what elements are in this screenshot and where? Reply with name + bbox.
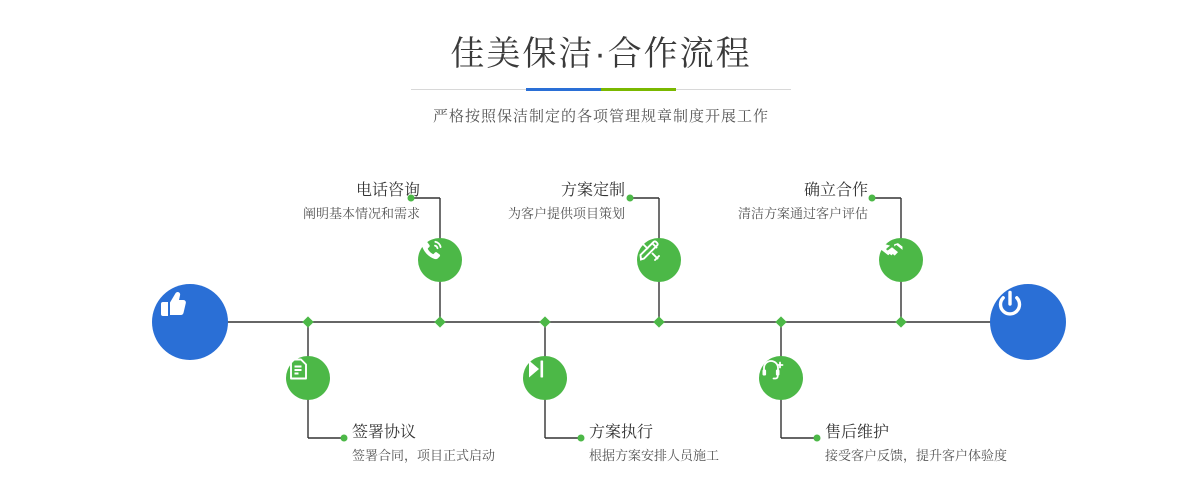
page-subtitle: 严格按照保洁制定的各项管理规章制度开展工作 bbox=[432, 108, 769, 125]
step-label-3 bbox=[455, 180, 625, 224]
step-title-1: 电话咨询 bbox=[355, 182, 420, 199]
process-flow bbox=[0, 150, 1202, 490]
title-divider bbox=[411, 88, 791, 91]
page-title: 佳美保洁·合作流程 bbox=[450, 35, 752, 73]
step-title-4: 方案执行 bbox=[589, 424, 654, 441]
step-desc-1: 阐明基本情况和需求 bbox=[302, 206, 420, 221]
step-desc-6: 接受客户反馈，提升客户体验度 bbox=[825, 448, 1008, 463]
divider-segment-blue bbox=[526, 88, 601, 91]
step-icon-6[interactable] bbox=[759, 356, 803, 400]
step-label-5 bbox=[698, 180, 868, 224]
step-icon-1[interactable] bbox=[418, 238, 462, 282]
step-label-1 bbox=[250, 180, 420, 224]
step-icon-5[interactable] bbox=[879, 238, 923, 282]
step-desc-5: 清洁方案通过客户评估 bbox=[737, 206, 868, 221]
header bbox=[0, 30, 1202, 126]
step-desc-4: 根据方案安排人员施工 bbox=[589, 448, 720, 463]
step-label-6 bbox=[825, 422, 1007, 466]
step-title-2: 签署协议 bbox=[352, 424, 417, 441]
step-title-5: 确立合作 bbox=[803, 182, 868, 199]
step-title-6: 售后维护 bbox=[825, 424, 890, 441]
step-icon-2[interactable] bbox=[286, 356, 330, 400]
step-title-3: 方案定制 bbox=[560, 182, 625, 199]
step-icon-4[interactable] bbox=[523, 356, 567, 400]
divider-segment-green bbox=[601, 88, 676, 91]
flow-start-node bbox=[152, 284, 228, 360]
step-icon-3[interactable] bbox=[637, 238, 681, 282]
step-desc-2: 签署合同，项目正式启动 bbox=[352, 448, 496, 463]
step-label-2 bbox=[352, 422, 495, 466]
step-desc-3: 为客户提供项目策划 bbox=[507, 206, 625, 221]
flow-end-node bbox=[990, 284, 1066, 360]
step-label-4 bbox=[589, 422, 719, 466]
